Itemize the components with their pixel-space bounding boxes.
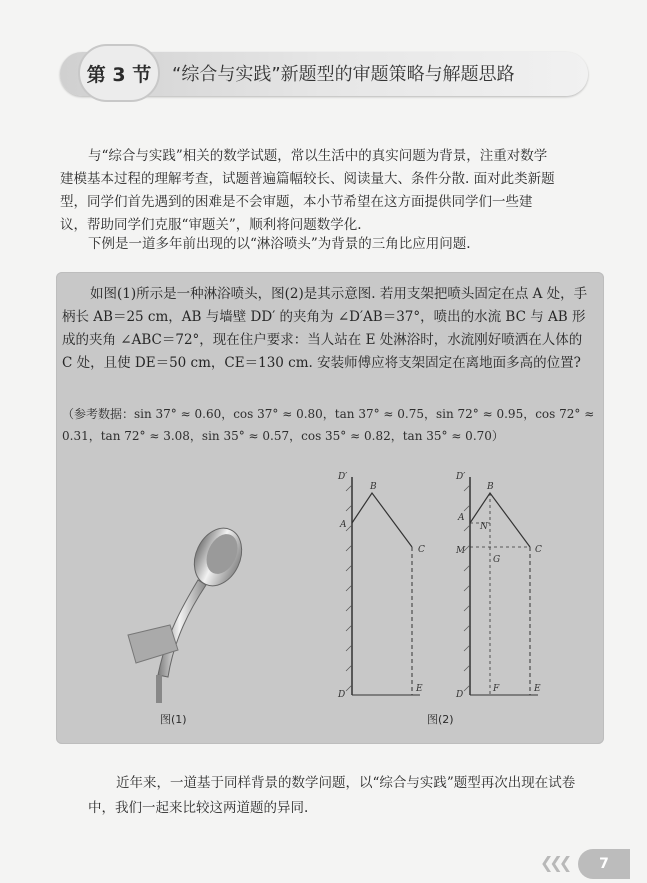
diagram-right <box>455 472 542 700</box>
label-left-D-prime: D′ <box>338 472 348 482</box>
reference-data: （参考数据：sin 37° ≈ 0.60，cos 37° ≈ 0.80，tan 37° ≈ 0.75，sin 72° ≈ 0.95，cos 72° ≈ 0.31，tan 72° ≈ 3.08，sin 35° ≈ 0.57，cos 35° ≈ 0.82，tan 35° ≈ 0.70） <box>62 407 595 443</box>
label-right-D: D <box>456 690 464 700</box>
page-number-tab <box>578 849 630 879</box>
label-right-B: B <box>487 482 494 492</box>
intro-paragraph-2: 下例是一道多年前出现的以“淋浴喷头”为背景的三角比应用问题. <box>88 236 471 252</box>
label-left-A: A <box>340 520 347 530</box>
section-number: 第 3 节 <box>86 63 152 86</box>
closing-paragraph <box>88 771 588 821</box>
closing-text: 近年来，一道基于同样背景的数学问题，以“综合与实践”题型再次出现在试卷中，我们一起来比较这两道题的异同. <box>88 775 576 816</box>
chevron-left-icon: ❮❮❮ <box>540 853 569 872</box>
label-left-E: E <box>416 684 423 694</box>
label-right-C: C <box>535 545 542 555</box>
label-right-G: G <box>493 555 501 565</box>
shower-head-illustration <box>108 525 258 705</box>
problem-text <box>62 283 594 375</box>
label-right-N: N <box>480 522 488 532</box>
label-left-C: C <box>418 545 425 555</box>
intro-paragraph-1: 与“综合与实践”相关的数学试题，常以生活中的真实问题为背景，注重对数学建模基本过程的理解考查，试题普遍篇幅较长、阅读量大、条件分散. 面对此类新题型，同学们首先遇到的困难是不会审题，本小节希望在这方面提供同学们一些建议，帮助同学们克服“审题关”，顺利将问题数学化. <box>60 148 555 233</box>
diagram-left <box>337 472 425 700</box>
figure-2-caption: 图(2) <box>427 713 454 726</box>
section-title: “综合与实践”新题型的审题策略与解题思路 <box>172 64 515 85</box>
label-right-D-prime: D′ <box>456 472 466 482</box>
section-badge <box>78 44 160 102</box>
label-right-A: A <box>458 513 465 523</box>
label-right-F: F <box>493 684 500 694</box>
label-left-D: D <box>338 690 346 700</box>
problem-body: 如图(1)所示是一种淋浴喷头，图(2)是其示意图. 若用支架把喷头固定在点 A 处，手柄长 AB＝25 cm，AB 与墙壁 DD′ 的夹角为 ∠D′AB＝37°，喷出的水流 BC 与 AB 形成的夹角 ∠ABC＝72°，现在住户要求：当人站在 E 处淋浴时，水流刚好喷洒在人体的 C 处，且使 DE＝50 cm，CE＝130 cm. 安装师傅应将支架固定在离地面多高的位置? <box>62 286 588 371</box>
figure-1-caption: 图(1) <box>160 713 187 726</box>
label-right-M: M <box>456 546 466 556</box>
label-left-B: B <box>370 482 377 492</box>
label-right-E: E <box>534 684 541 694</box>
page-number: 7 <box>599 856 609 872</box>
geometry-diagram <box>330 465 560 705</box>
